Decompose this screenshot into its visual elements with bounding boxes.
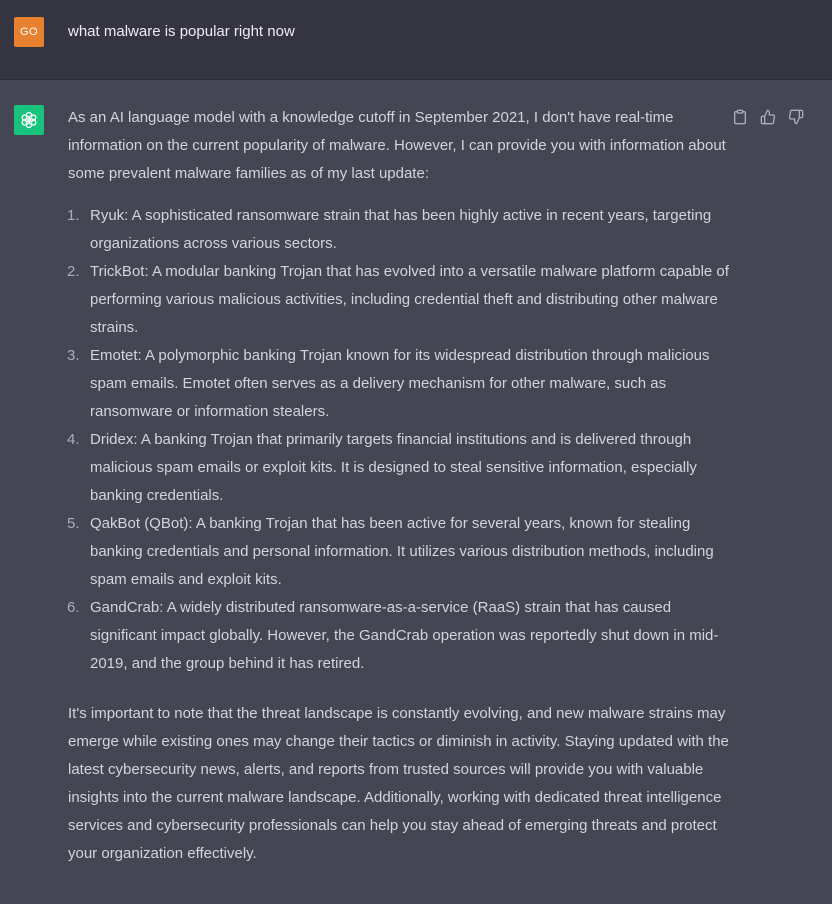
list-item [68, 258, 732, 342]
clipboard-icon [732, 109, 748, 125]
thumbs-down-button[interactable] [786, 107, 805, 126]
thumbs-up-button[interactable] [758, 107, 777, 126]
list-item-text: QakBot (QBot): A banking Trojan that has been active for several years, known for stealing banking credentials and personal information. It utilizes various distribution methods, including spam emails and exploit kits. [90, 515, 714, 588]
copy-button[interactable] [730, 107, 749, 126]
list-item-text: Dridex: A banking Trojan that primarily targets financial institutions and is delivered through malicious spam emails or exploit kits. It is designed to steal sensitive information, especially banking credentials. [90, 431, 697, 504]
assistant-conclusion-text: It's important to note that the threat landscape is constantly evolving, and new malware strains may emerge while existing ones may change their tactics or diminish in activity. Staying updated with the latest cybersecurity news, alerts, and reports from trusted sources will provide you with valuable insights into the current malware landscape. Additionally, working with dedicated threat intelligence services and cybersecurity professionals can help you stay ahead of emerging threats and protect your organization effectively. [68, 705, 729, 862]
list-item [68, 426, 732, 510]
malware-list [68, 202, 732, 678]
assistant-message-content [68, 104, 732, 868]
list-item [68, 594, 732, 678]
assistant-intro-text: As an AI language model with a knowledge cutoff in September 2021, I don't have real-time information on the current popularity of malware. However, I can provide you with information about some prevalent malware families as of my last update: [68, 109, 726, 182]
list-item [68, 202, 732, 258]
list-item-text: Ryuk: A sophisticated ransomware strain that has been highly active in recent years, targeting organizations across various sectors. [90, 207, 712, 252]
assistant-avatar [14, 105, 44, 135]
thumbs-down-icon [788, 109, 804, 125]
list-item [68, 342, 732, 426]
thumbs-up-icon [760, 109, 776, 125]
list-item-text: GandCrab: A widely distributed ransomware-as-a-service (RaaS) strain that has caused significant impact globally. However, the GandCrab operation was reportedly shut down in mid-2019, and the group behind it has retired. [90, 599, 719, 672]
assistant-message-row [0, 80, 832, 904]
user-message-row [0, 0, 832, 80]
list-item-number: 1. [67, 207, 80, 224]
list-item-text: Emotet: A polymorphic banking Trojan known for its widespread distribution through malicious spam emails. Emotet often serves as a delivery mechanism for other malware, such as ransomware or information stealers. [90, 347, 710, 420]
openai-logo-icon [19, 110, 39, 130]
list-item-number: 2. [67, 263, 80, 280]
list-item-number: 4. [67, 431, 80, 448]
list-item-number: 3. [67, 347, 80, 364]
list-item [68, 510, 732, 594]
list-item-number: 6. [67, 599, 80, 616]
list-item-text: TrickBot: A modular banking Trojan that has evolved into a versatile malware platform capable of performing various malicious activities, including credential theft and distributing other malware strains. [90, 263, 729, 336]
message-actions [730, 107, 805, 126]
user-avatar: GO [14, 17, 44, 47]
user-message-text: what malware is popular right now [68, 23, 295, 40]
list-item-number: 5. [67, 515, 80, 532]
